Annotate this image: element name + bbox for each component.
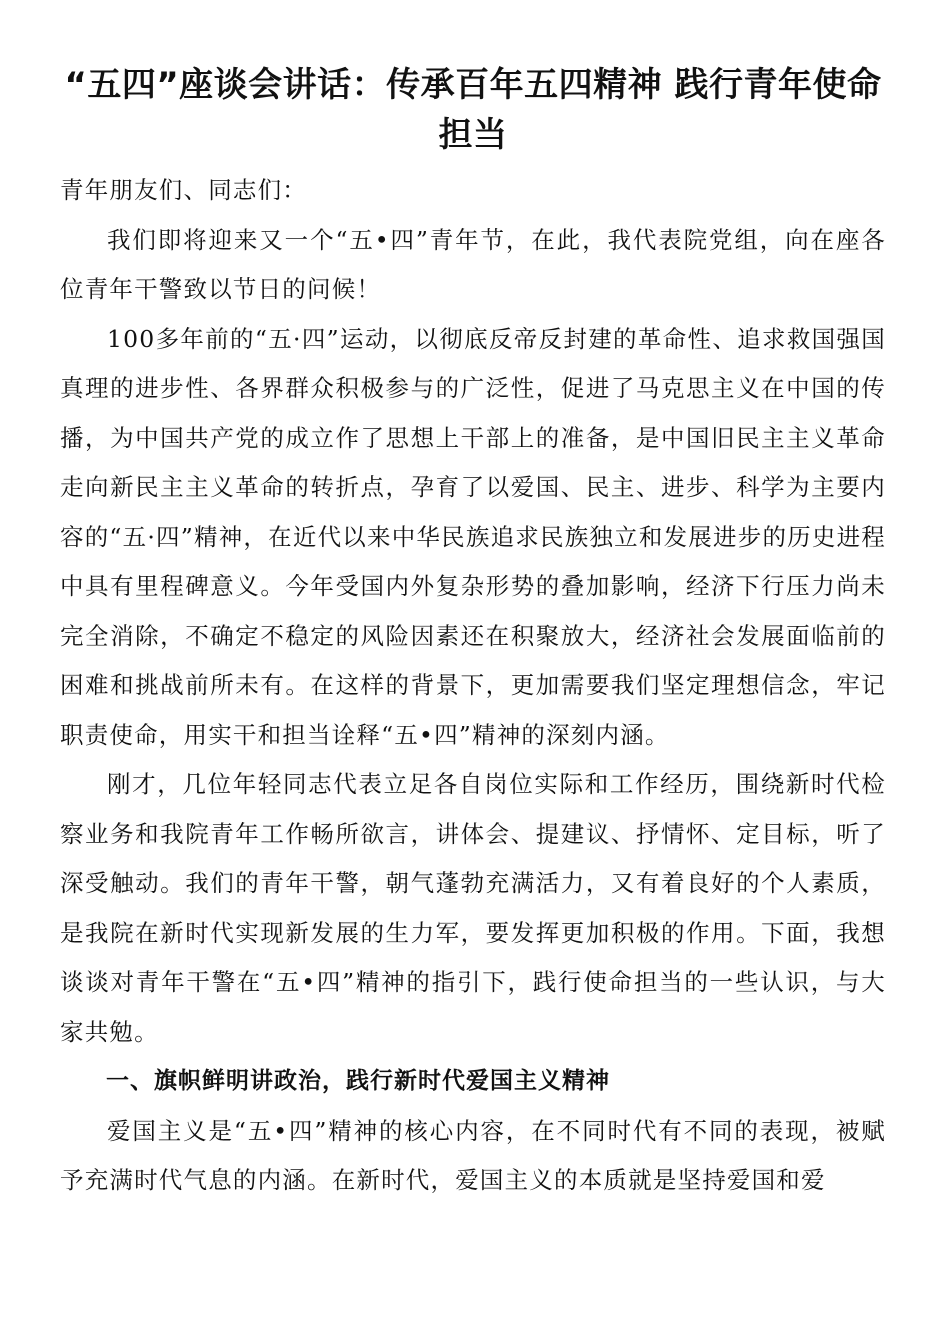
section-heading: 一、旗帜鲜明讲政治，践行新时代爱国主义精神 (106, 1068, 610, 1094)
document-title: “五四”座谈会讲话：传承百年五四精神 践行青年使命担当 (64, 65, 882, 155)
section-paragraph: 爱国主义是“五•四”精神的核心内容，在不同时代有不同的表现，被赋予充满时代气息的内涵。在新时代，爱国主义的本质就是坚持爱国和爱 (60, 1116, 886, 1194)
paragraph-history: 100多年前的“五·四”运动，以彻底反帝反封建的革命性、追求救国强国真理的进步性、各界群众积极参与的广泛性，促进了马克思主义在中国的传播，为中国共产党的成立作了思想上干部上的准备，是中国旧民主主义革命走向新民主主义革命的转折点，孕育了以爱国、民主、进步、科学为主要内容的“五·四”精神，在近代以来中华民族追求民族独立和发展进步的历史进程中具有里程碑意义。今年受国内外复杂形势的叠加影响，经济下行压力尚未完全消除，不确定不稳定的风险因素还在积聚放大，经济社会发展面临前的困难和挑战前所未有。在这样的背景下，更加需要我们坚定理想信念，牢记职责使命，用实干和担当诠释“五•四”精神的深刻内涵。 (60, 324, 886, 749)
document-page (60, 60, 886, 1206)
salutation: 青年朋友们、同志们： (60, 176, 307, 204)
paragraph-reflection: 刚才，几位年轻同志代表立足各自岗位实际和工作经历，围绕新时代检察业务和我院青年工作畅所欲言，讲体会、提建议、抒情怀、定目标，听了深受触动。我们的青年干警，朝气蓬勃充满活力，又有着良好的个人素质，是我院在新时代实现新发展的生力军，要发挥更加积极的作用。下面，我想谈谈对青年干警在“五•四”精神的指引下，践行使命担当的一些认识，与大家共勉。 (60, 770, 886, 1046)
paragraph-greeting: 我们即将迎来又一个“五•四”青年节，在此，我代表院党组，向在座各位青年干警致以节日的问候！ (60, 225, 886, 303)
